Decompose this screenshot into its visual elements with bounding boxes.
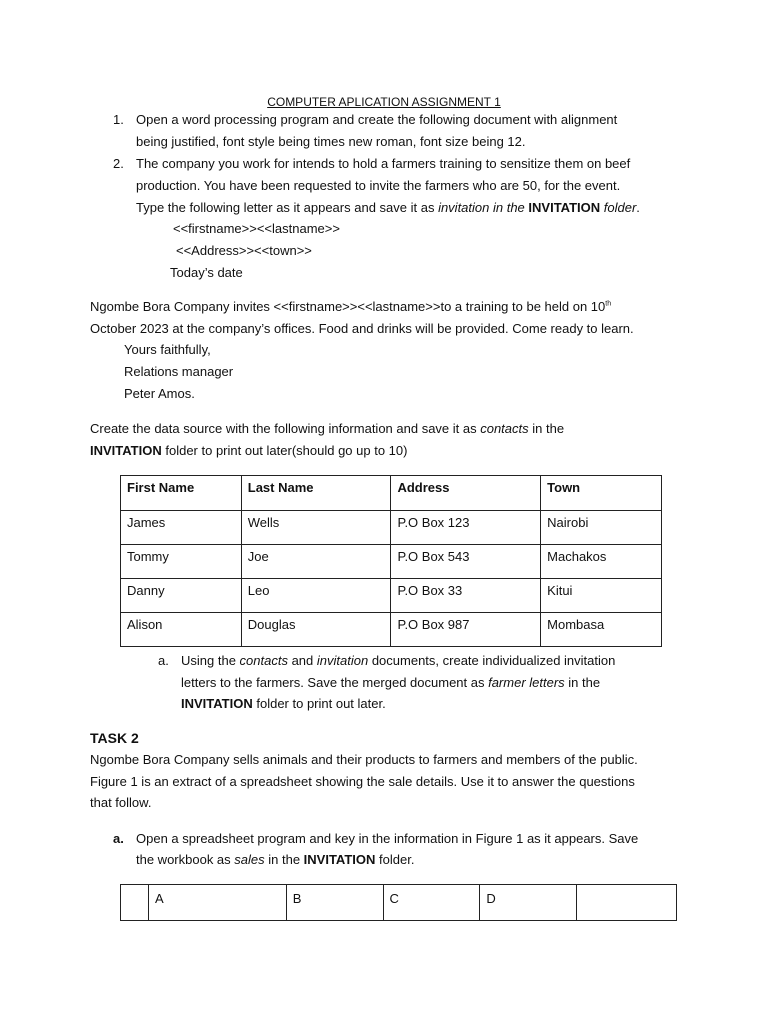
subitem-a-label: a. (158, 653, 169, 668)
sheet-column-b: B (286, 885, 383, 921)
sheet-column-d: D (480, 885, 577, 921)
cell-last-name: Douglas (241, 613, 391, 647)
cell-last-name: Leo (241, 579, 391, 613)
sheet-column-e (577, 885, 677, 921)
sheet-corner-cell (121, 885, 149, 921)
subitem-a-line-1 (181, 650, 615, 672)
table-header-row (121, 476, 662, 511)
item-1-number: 1. (113, 112, 124, 127)
task-2-a-text-1: the workbook as (136, 852, 235, 867)
subitem-a-and: and (287, 653, 317, 668)
letter-signatory: Peter Amos. (124, 386, 195, 401)
datasource-file-name: contacts (480, 421, 529, 436)
table-row (121, 613, 662, 647)
task-2-line-2: Figure 1 is an extract of a spreadsheet showing the sale details. Use it to answer the questions (90, 774, 635, 789)
subitem-a-contacts: contacts (239, 653, 288, 668)
header-first-name: First Name (121, 476, 242, 511)
task-2-a-folder-name: INVITATION (303, 852, 376, 867)
letter-closing: Yours faithfully, (124, 342, 211, 357)
task-2-a-sales: sales (234, 852, 265, 867)
letter-role: Relations manager (124, 364, 234, 379)
subitem-a-text-3: letters to the farmers. Save the merged document as (181, 675, 489, 690)
cell-town: Mombasa (541, 613, 662, 647)
subitem-a-text-2: documents, create individualized invitation (368, 653, 616, 668)
table-row (121, 511, 662, 545)
subitem-a-farmer-letters: farmer letters (488, 675, 565, 690)
item-2-text: Type the following letter as it appears and save it as (136, 200, 439, 215)
task-2-line-1: Ngombe Bora Company sells animals and their products to farmers and members of the public. (90, 752, 638, 767)
item-1-line-1: Open a word processing program and create the following document with alignment (136, 112, 618, 127)
item-2-line-2: production. You have been requested to invite the farmers who are 50, for the event. (136, 178, 621, 193)
cell-first-name: Tommy (121, 545, 242, 579)
datasource-in-the: in the (528, 421, 565, 436)
letter-date: Today’s date (170, 265, 243, 280)
task-2-a-line-1: Open a spreadsheet program and key in the information in Figure 1 as it appears. Save (136, 831, 639, 846)
task-2-a-line-2 (136, 849, 414, 871)
cell-town: Kitui (541, 579, 662, 613)
item-2-italic: invitation in the (438, 200, 529, 215)
header-last-name: Last Name (241, 476, 391, 511)
cell-address: P.O Box 123 (391, 511, 541, 545)
datasource-rest: folder to print out later(should go up to 10) (161, 443, 408, 458)
document-title: COMPUTER APLICATION ASSIGNMENT 1 (267, 95, 501, 109)
subitem-a-line-3 (181, 693, 386, 715)
item-2-folder-name: INVITATION (528, 200, 601, 215)
item-2-line-1: The company you work for intends to hold a farmers training to sensitize them on beef (136, 156, 631, 171)
cell-first-name: James (121, 511, 242, 545)
cell-last-name: Joe (241, 545, 391, 579)
task-2-a-in-the: in the (264, 852, 304, 867)
spreadsheet-extract-table (120, 884, 677, 921)
subitem-a-line-2 (181, 672, 600, 694)
cell-town: Nairobi (541, 511, 662, 545)
subitem-a-invitation: invitation (316, 653, 369, 668)
cell-first-name: Alison (121, 613, 242, 647)
task-2-line-3: that follow. (90, 795, 152, 810)
item-2-line-3 (136, 197, 640, 219)
merge-field-address: <<Address>><<town>> (176, 243, 312, 258)
subitem-a-folder-name: INVITATION (181, 696, 253, 711)
cell-address: P.O Box 33 (391, 579, 541, 613)
subitem-a-text-4: folder to print out later. (252, 696, 386, 711)
subitem-a-text-1: Using the (181, 653, 240, 668)
cell-town: Machakos (541, 545, 662, 579)
datasource-folder-name: INVITATION (90, 443, 162, 458)
task-2-a-folder-word: folder. (375, 852, 415, 867)
cell-first-name: Danny (121, 579, 242, 613)
item-1-line-2: being justified, font style being times new roman, font size being 12. (136, 134, 526, 149)
datasource-line-1 (90, 418, 564, 440)
cell-address: P.O Box 987 (391, 613, 541, 647)
datasource-line-2 (90, 440, 407, 462)
item-2-period: . (636, 200, 640, 215)
letter-body-text: Ngombe Bora Company invites <<firstname>><<lastname>>to a training to be held on 10 (90, 299, 606, 314)
task-2-heading: TASK 2 (90, 730, 139, 746)
table-row (121, 885, 677, 921)
item-2-folder-word: folder (600, 200, 637, 215)
task-2-a-label: a. (113, 831, 124, 846)
letter-body-line-2: October 2023 at the company’s offices. Food and drinks will be provided. Come ready to learn. (90, 321, 634, 336)
header-address: Address (391, 476, 541, 511)
table-row (121, 545, 662, 579)
datasource-text: Create the data source with the following information and save it as (90, 421, 481, 436)
sheet-column-a: A (148, 885, 286, 921)
cell-last-name: Wells (241, 511, 391, 545)
contacts-table (120, 475, 662, 647)
subitem-a-in-the: in the (564, 675, 601, 690)
header-town: Town (541, 476, 662, 511)
letter-body-line-1 (90, 296, 611, 318)
item-2-number: 2. (113, 156, 124, 171)
merge-field-name: <<firstname>><<lastname>> (173, 221, 340, 236)
table-row (121, 579, 662, 613)
ordinal-suffix: th (605, 300, 612, 308)
cell-address: P.O Box 543 (391, 545, 541, 579)
sheet-column-c: C (383, 885, 480, 921)
